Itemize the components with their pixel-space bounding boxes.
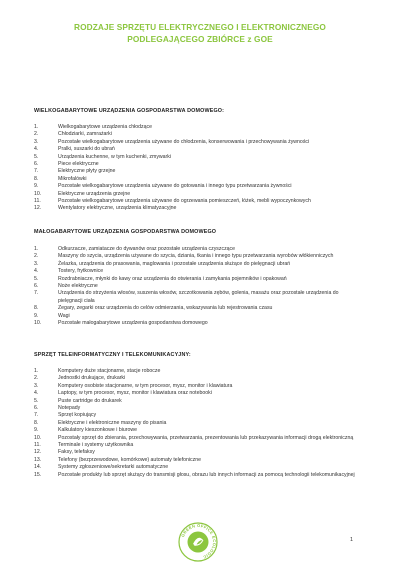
list-item-number: 3. bbox=[34, 138, 39, 145]
list-item-number: 11. bbox=[34, 442, 41, 449]
list-item-text: Pozostały sprzęt do zbierania, przechowywania, przetwarzania, prezentowania lub przekazywania informacji drogą elektroniczną bbox=[58, 434, 354, 441]
list-item-text: Noże elektryczne bbox=[58, 283, 98, 290]
list-item-number: 7. bbox=[34, 412, 39, 419]
list-item-text: Rozdrabniacze, młynki do kawy oraz urządzenia do otwierania i zamykania pojemników i opakowań bbox=[58, 275, 287, 282]
section-heading-large-appliances: WIELKOGABARYTOWE URZĄDZENIA GOSPODARSTWA DOMOWEGO: bbox=[34, 108, 225, 114]
list-item-text: Jednostki drukujące, drukarki bbox=[58, 375, 126, 382]
list-item bbox=[34, 154, 364, 161]
list-item bbox=[34, 472, 364, 479]
list-item-text: Komputery duże stacjonarne, stacje robocze bbox=[58, 368, 161, 374]
list-item-text: Puste cartridge do drukarek bbox=[58, 397, 122, 404]
list-item-text: Chłodziarki, zamrażarki bbox=[58, 131, 112, 138]
page-number: 1 bbox=[350, 537, 354, 543]
list-item bbox=[34, 131, 364, 138]
list-item bbox=[34, 313, 364, 320]
list-item-number: 12. bbox=[34, 205, 42, 212]
list-item-number: 9. bbox=[34, 427, 39, 434]
list-item bbox=[34, 283, 364, 290]
list-item-number: 8. bbox=[34, 175, 39, 182]
list-item-text: Komputery osobiste stacjonarne, w tym procesor, mysz, monitor i klawiatura bbox=[58, 382, 233, 389]
list-item bbox=[34, 139, 364, 146]
list-item-text: Sprzęt kopiujący bbox=[58, 412, 97, 419]
list-item-text: Kalkulatory kieszonkowe i biurowe bbox=[58, 427, 138, 434]
list-item-text: Urządzenia kuchenne, w tym kuchenki, zmywarki bbox=[58, 153, 172, 160]
list-item bbox=[34, 276, 364, 283]
list-item bbox=[34, 268, 364, 275]
list-item-text: Pozostałe wielkogabarytowe urządzenia używane do gotowania i innego typu przetwarzania żywności bbox=[58, 183, 292, 190]
list-item-text: Pozostałe produkty lub sprzęt służący do transmisji głosu, obrazu lub innych informacji za pomocą technologii telekomunikacyjnej bbox=[58, 471, 355, 478]
list-item bbox=[34, 261, 364, 268]
list-item bbox=[34, 198, 364, 205]
list-item-text: Pozostałe wielkogabarytowe urządzenia używane do ogrzewania pomieszczeń, łóżek, mebli wypoczynkowych bbox=[58, 198, 311, 205]
large-appliances-list bbox=[34, 124, 364, 213]
list-item-number: 2. bbox=[34, 253, 39, 260]
list-item bbox=[34, 320, 364, 327]
list-item-number: 4. bbox=[34, 268, 39, 275]
list-item-number: 11. bbox=[34, 198, 41, 205]
list-item bbox=[34, 124, 364, 131]
list-item bbox=[34, 449, 364, 456]
list-item bbox=[34, 246, 364, 253]
list-item bbox=[34, 161, 364, 168]
list-item-text: Maszyny do szycia, urządzenia używane do szycia, dziania, tkania i innego typu przetwarzania wyrobów włókienniczych bbox=[58, 253, 334, 260]
list-item bbox=[34, 435, 364, 442]
list-item bbox=[34, 383, 364, 390]
list-item-text: Wagi bbox=[58, 312, 70, 319]
list-item bbox=[34, 412, 364, 419]
list-item bbox=[34, 290, 364, 305]
list-item-number: 7. bbox=[34, 290, 39, 297]
list-item-number: 9. bbox=[34, 183, 39, 190]
list-item bbox=[34, 168, 364, 175]
list-item-text: Mikrofalówki bbox=[58, 175, 87, 182]
list-item bbox=[34, 420, 364, 427]
list-item-number: 3. bbox=[34, 260, 39, 267]
list-item-text: Laptopy, w tym procesor, mysz, monitor i klawiatura oraz notebooki bbox=[58, 390, 212, 397]
small-appliances-list bbox=[34, 246, 364, 327]
list-item bbox=[34, 398, 364, 405]
list-item-number: 15. bbox=[34, 471, 42, 478]
list-item bbox=[34, 464, 364, 471]
list-item-number: 8. bbox=[34, 419, 39, 426]
list-item-text: Elektryczne urządzenia grzejne bbox=[58, 190, 131, 197]
it-telecom-list bbox=[34, 368, 364, 479]
list-item-text: Terminale i systemy użytkownika bbox=[58, 442, 134, 449]
list-item-number: 14. bbox=[34, 464, 42, 471]
list-item-number: 2. bbox=[34, 375, 39, 382]
list-item-number: 9. bbox=[34, 312, 39, 319]
list-item-number: 6. bbox=[34, 283, 39, 290]
badge-text: GREEN OFFICE ECOLOGIC bbox=[180, 522, 218, 561]
list-item-number: 10. bbox=[34, 190, 42, 197]
list-item-number: 5. bbox=[34, 397, 39, 404]
list-item-number: 7. bbox=[34, 168, 39, 175]
list-item-number: 5. bbox=[34, 275, 39, 282]
list-item-text: Zegary, zegarki oraz urządzenia do celów odmierzania, wskazywania lub rejestrowania czasu bbox=[58, 305, 273, 312]
list-item-number: 4. bbox=[34, 146, 39, 153]
list-item bbox=[34, 146, 364, 153]
list-item-number: 10. bbox=[34, 434, 42, 441]
list-item-text: Wielkogabarytowe urządzenia chłodzące bbox=[58, 124, 153, 130]
section-heading-small-appliances: MAŁOGABARYTOWE URZĄDZENIA GOSPODARSTWA DOMOWEGO bbox=[34, 229, 217, 235]
list-item-number: 8. bbox=[34, 305, 39, 312]
section-heading-it-telecom: SPRZĘT TELEINFORMATYCZNY I TELEKOMUNIKACYJNY: bbox=[34, 352, 191, 358]
list-item bbox=[34, 390, 364, 397]
list-item-number: 10. bbox=[34, 320, 42, 327]
list-item-text: Piece elektryczne bbox=[58, 161, 99, 168]
list-item bbox=[34, 176, 364, 183]
list-item-number: 2. bbox=[34, 131, 39, 138]
list-item-text: Odkurzacze, zamiatacze do dywanów oraz pozostałe urządzenia czyszczące bbox=[58, 246, 236, 252]
list-item-number: 6. bbox=[34, 405, 39, 412]
list-item-text: Elektryczne płyty grzejne bbox=[58, 168, 116, 175]
list-item bbox=[34, 191, 364, 198]
list-item-text: Tostery, frytkownice bbox=[58, 268, 104, 275]
list-item-number: 6. bbox=[34, 161, 39, 168]
list-item bbox=[34, 375, 364, 382]
list-item-number: 12. bbox=[34, 449, 42, 456]
list-item-text: Faksy, telefaksy bbox=[58, 449, 95, 456]
list-item-number: 5. bbox=[34, 153, 39, 160]
list-item bbox=[34, 205, 364, 212]
list-item-text: Pralki, suszarki do ubrań bbox=[58, 146, 115, 153]
list-item bbox=[34, 305, 364, 312]
list-item bbox=[34, 457, 364, 464]
list-item-text: Pozostałe małogabarytowe urządzenia gospodarstwa domowego bbox=[58, 320, 208, 327]
list-item-text: Wentylatory elektryczne, urządzenia klimatyzacyjne bbox=[58, 205, 177, 212]
list-item-number: 1. bbox=[34, 368, 39, 374]
list-item bbox=[34, 183, 364, 190]
list-item-text: Telefony (bezprzewodowe, komórkowe) automaty telefoniczne bbox=[58, 456, 202, 463]
list-item bbox=[34, 253, 364, 260]
list-item-text: Notepady bbox=[58, 405, 81, 412]
list-item-number: 13. bbox=[34, 456, 42, 463]
green-office-ecologic-logo bbox=[178, 522, 218, 562]
list-item bbox=[34, 368, 364, 375]
document-title: RODZAJE SPRZĘTU ELEKTRYCZNEGO I ELEKTRONICZNEGO PODLEGAJĄCEGO ZBIÓRCE z GOE bbox=[74, 22, 326, 44]
list-item-text: Pozostałe wielkogabarytowe urządzenia używane do chłodzenia, konserwowania i przechowywania żywności bbox=[58, 138, 310, 145]
list-item-number: 4. bbox=[34, 390, 39, 397]
list-item bbox=[34, 427, 364, 434]
list-item bbox=[34, 405, 364, 412]
list-item-number: 1. bbox=[34, 246, 39, 252]
list-item-text: Elektryczne i elektroniczne maszyny do pisania bbox=[58, 419, 167, 426]
list-item-number: 1. bbox=[34, 124, 39, 130]
list-item-number: 3. bbox=[34, 382, 39, 389]
list-item-text: Systemy zgłoszeniowe/sekretarki automatyczne bbox=[58, 464, 169, 471]
list-item-text: Żelazka, urządzenia do prasowania, maglowania i pozostałe urządzenia służące do pielęgnacji ubrań bbox=[58, 260, 291, 267]
list-item bbox=[34, 442, 364, 449]
list-item-text: Urządzenia do strzyżenia włosów, suszenia włosów, szczotkowania zębów, golenia, masażu oraz pozostałe urządzenia do pielęgnacji ciała bbox=[58, 290, 339, 304]
